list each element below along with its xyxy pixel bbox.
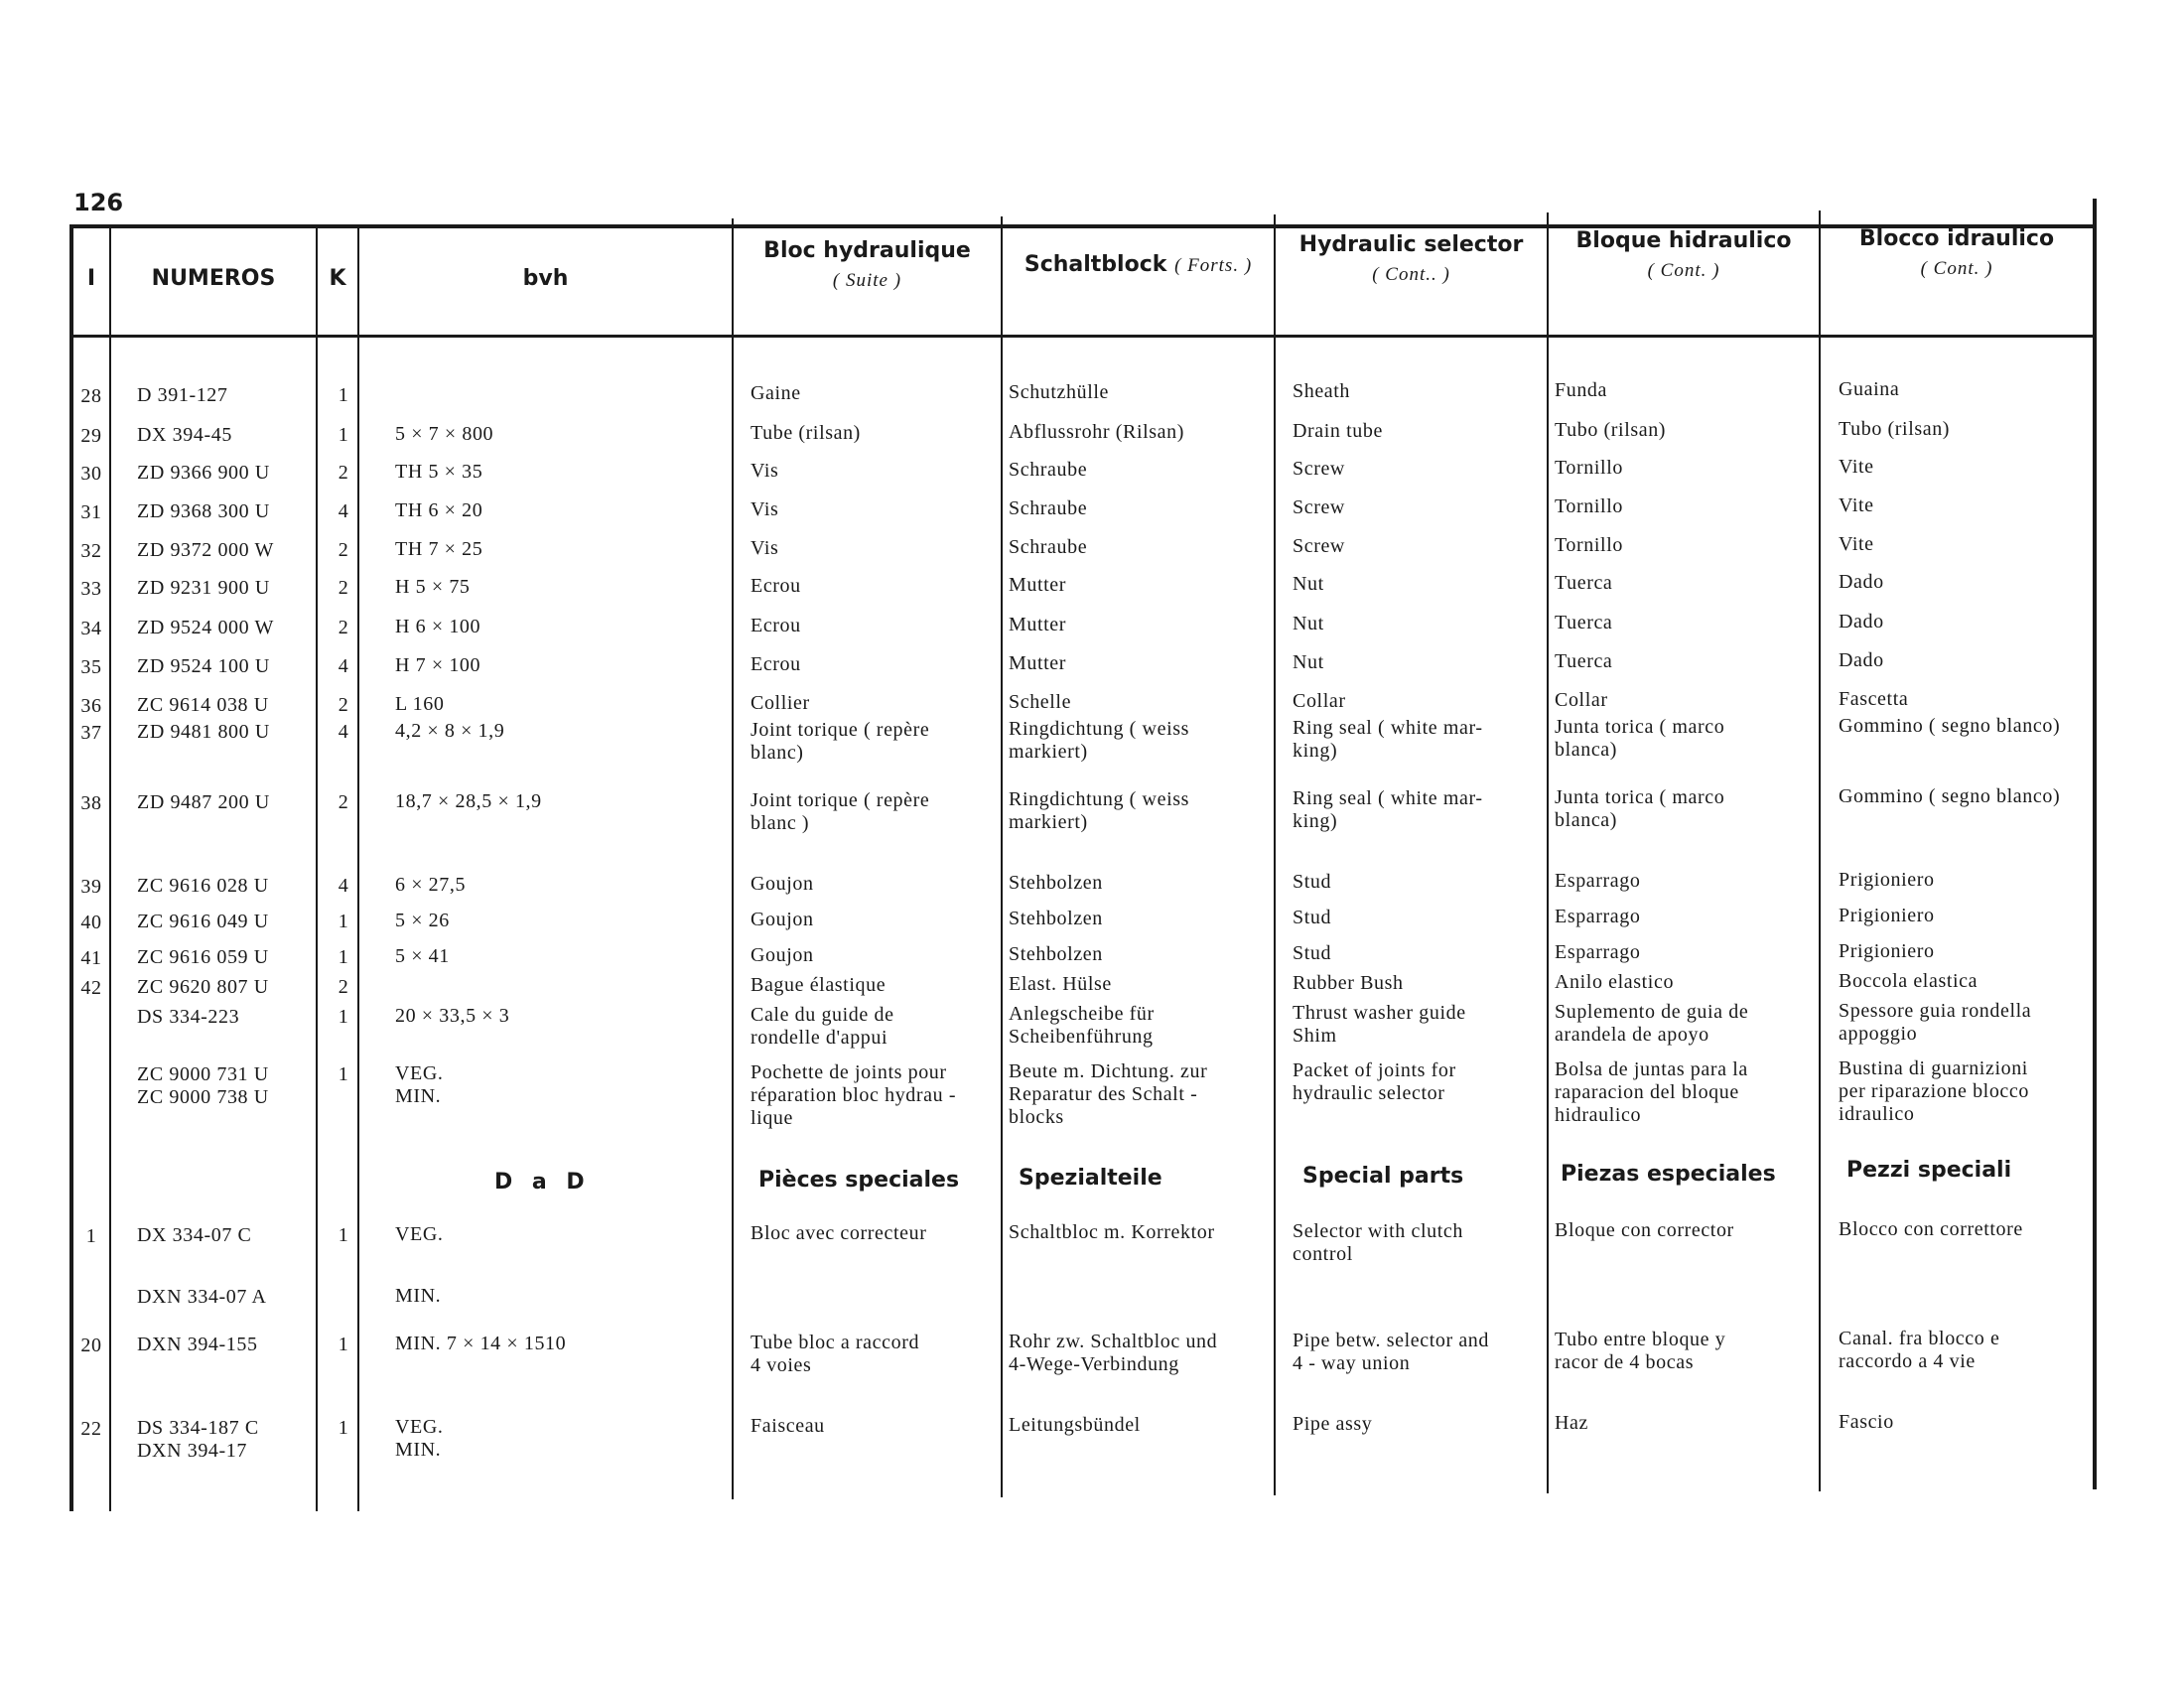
cell-es: Tuerca <box>1555 571 1613 594</box>
cell-i: 1 <box>85 1224 97 1247</box>
cell-i: 37 <box>80 721 102 744</box>
cell-de: Mutter <box>1009 651 1067 674</box>
cell-en: Stud <box>1293 870 1332 893</box>
header-spanish <box>1549 226 1819 286</box>
cell-fr: Pochette de joints pour réparation bloc hydrau - lique <box>751 1060 957 1129</box>
cell-bvh: MIN. 7 × 14 × 1510 <box>395 1333 567 1355</box>
col-divider <box>732 218 734 1499</box>
cell-fr: Goujon <box>751 872 814 895</box>
cell-i: 33 <box>80 577 102 600</box>
cell-fr: Bloc avec correcteur <box>751 1221 927 1244</box>
cell-k: 2 <box>338 538 349 561</box>
cell-en: Nut <box>1293 572 1324 595</box>
cell-de: Leitungsbündel <box>1009 1413 1141 1436</box>
cell-fr: Ecrou <box>751 614 801 636</box>
cell-it: Vite <box>1839 532 1874 555</box>
cell-num: ZD 9481 800 U <box>137 721 270 744</box>
cell-fr: Cale du guide de rondelle d'appui <box>751 1003 894 1049</box>
cell-bvh: 5 × 7 × 800 <box>395 423 494 446</box>
cell-i: 39 <box>80 875 102 898</box>
cell-num: DXN 334-07 A <box>137 1286 267 1309</box>
cell-num: ZC 9000 731 U ZC 9000 738 U <box>137 1063 269 1109</box>
section-german-label: Spezialteile <box>1019 1166 1162 1191</box>
cell-es: Collar <box>1555 688 1608 711</box>
cell-en: Pipe assy <box>1293 1412 1373 1435</box>
cell-num: ZC 9620 807 U <box>137 976 269 999</box>
cell-bvh: 5 × 41 <box>395 945 450 968</box>
cell-i: 40 <box>80 911 102 933</box>
cell-it: Gommino ( segno blanco) <box>1839 714 2061 737</box>
col-divider <box>109 228 111 1511</box>
cell-en: Screw <box>1293 495 1345 518</box>
cell-bvh: TH 6 × 20 <box>395 499 483 522</box>
cell-es: Tubo entre bloque y racor de 4 bocas <box>1555 1328 1726 1373</box>
cell-fr: Joint torique ( repère blanc ) <box>751 788 930 834</box>
cell-it: Fascetta <box>1839 687 1909 710</box>
cell-it: Prigioniero <box>1839 904 1935 926</box>
cell-i: 32 <box>80 539 102 562</box>
cell-bvh: 6 × 27,5 <box>395 874 467 897</box>
cell-k: 2 <box>338 616 349 638</box>
section-french-label: Pièces speciales <box>758 1168 960 1193</box>
cell-k: 2 <box>338 975 349 998</box>
cell-bvh: MIN. <box>395 1285 442 1308</box>
cell-en: Stud <box>1293 906 1332 928</box>
header-french-sub: ( Suite ) <box>832 270 902 291</box>
cell-fr: Gaine <box>751 381 801 404</box>
cell-k: 1 <box>338 1062 349 1085</box>
cell-i: 22 <box>80 1417 102 1440</box>
col-divider <box>357 228 359 1511</box>
header-italian-title: Blocco idraulico <box>1858 226 2055 251</box>
cell-k: 4 <box>338 499 349 522</box>
cell-num: DS 334-223 <box>137 1006 240 1029</box>
cell-es: Bolsa de juntas para la raparacion del bloque hidraulico <box>1555 1057 1748 1126</box>
cell-num: ZC 9614 038 U <box>137 694 269 717</box>
cell-es: Esparrago <box>1555 940 1641 963</box>
cell-it: Dado <box>1839 648 1884 671</box>
cell-i: 20 <box>80 1334 102 1356</box>
cell-de: Schelle <box>1009 690 1072 713</box>
cell-de: Mutter <box>1009 613 1067 635</box>
cell-es: Junta torica ( marco blanca) <box>1555 785 1725 831</box>
cell-fr: Tube (rilsan) <box>751 421 861 444</box>
cell-en: Selector with clutch control <box>1293 1219 1463 1265</box>
header-bottom-border <box>69 335 2095 338</box>
cell-es: Tornillo <box>1555 456 1623 479</box>
section-italian-label: Pezzi speciali <box>1846 1158 2012 1183</box>
cell-it: Bustina di guarnizioni per riparazione blocco idraulico <box>1839 1056 2029 1125</box>
cell-bvh: VEG. MIN. <box>395 1062 444 1108</box>
cell-bvh: 5 × 26 <box>395 910 450 932</box>
section-bvh-label: D a D <box>494 1170 591 1195</box>
cell-bvh: H 5 × 75 <box>395 576 471 599</box>
header-english <box>1276 230 1547 290</box>
cell-it: Boccola elastica <box>1839 969 1979 992</box>
cell-it: Guaina <box>1839 377 1900 400</box>
cell-it: Canal. fra blocco e raccordo a 4 vie <box>1839 1327 2000 1372</box>
cell-en: Screw <box>1293 534 1345 557</box>
header-german-sub: ( Forts. ) <box>1174 255 1253 276</box>
cell-i: 29 <box>80 424 102 447</box>
cell-de: Schraube <box>1009 535 1088 558</box>
header-english-title: Hydraulic selector <box>1298 232 1524 257</box>
table-right-border <box>2093 199 2097 1489</box>
cell-es: Esparrago <box>1555 905 1641 927</box>
cell-k: 1 <box>338 1223 349 1246</box>
cell-bvh: H 6 × 100 <box>395 616 481 638</box>
cell-num: ZD 9372 000 W <box>137 539 274 562</box>
cell-it: Vite <box>1839 455 1874 478</box>
cell-en: Nut <box>1293 612 1324 634</box>
cell-num: D 391-127 <box>137 384 228 407</box>
cell-de: Schraube <box>1009 458 1088 481</box>
header-spanish-title: Bloque hidraulico <box>1575 228 1792 253</box>
cell-fr: Joint torique ( repère blanc) <box>751 718 930 764</box>
cell-i: 34 <box>80 617 102 639</box>
cell-es: Tornillo <box>1555 494 1623 517</box>
cell-k: 2 <box>338 790 349 813</box>
header-french <box>734 236 1001 296</box>
cell-i: 41 <box>80 946 102 969</box>
cell-k: 1 <box>338 945 349 968</box>
cell-i: 36 <box>80 694 102 717</box>
cell-num: DS 334-187 C DXN 394-17 <box>137 1417 259 1463</box>
cell-k: 1 <box>338 1333 349 1355</box>
cell-it: Spessore guia rondella appoggio <box>1839 999 2032 1045</box>
cell-num: ZC 9616 049 U <box>137 911 269 933</box>
cell-fr: Tube bloc a raccord 4 voies <box>751 1331 920 1376</box>
cell-num: ZD 9524 000 W <box>137 617 274 639</box>
cell-de: Abflussrohr (Rilsan) <box>1009 420 1184 443</box>
cell-num: ZD 9487 200 U <box>137 791 270 814</box>
cell-fr: Ecrou <box>751 574 801 597</box>
cell-es: Junta torica ( marco blanca) <box>1555 715 1725 761</box>
cell-it: Blocco con correttore <box>1839 1217 2023 1240</box>
cell-k: 2 <box>338 576 349 599</box>
col-divider <box>69 224 73 1511</box>
cell-de: Ringdichtung ( weiss markiert) <box>1009 787 1189 833</box>
cell-num: DX 334-07 C <box>137 1224 252 1247</box>
cell-es: Funda <box>1555 378 1607 401</box>
cell-de: Schraube <box>1009 496 1088 519</box>
cell-it: Vite <box>1839 493 1874 516</box>
cell-i: 30 <box>80 462 102 485</box>
cell-en: Pipe betw. selector and 4 - way union <box>1293 1329 1489 1374</box>
cell-es: Bloque con corrector <box>1555 1218 1734 1241</box>
header-k: K <box>329 266 346 291</box>
cell-bvh: VEG. <box>395 1223 444 1246</box>
cell-es: Anilo elastico <box>1555 970 1675 993</box>
cell-de: Ringdichtung ( weiss markiert) <box>1009 717 1189 763</box>
cell-it: Fascio <box>1839 1410 1894 1433</box>
header-italian-sub: ( Cont. ) <box>1920 258 1993 279</box>
cell-de: Stehbolzen <box>1009 907 1103 929</box>
cell-en: Stud <box>1293 941 1332 964</box>
cell-i: 42 <box>80 976 102 999</box>
cell-num: DXN 394-155 <box>137 1334 258 1356</box>
cell-num: DX 394-45 <box>137 424 232 447</box>
cell-es: Esparrago <box>1555 869 1641 892</box>
cell-num: ZC 9616 059 U <box>137 946 269 969</box>
header-italian <box>1821 224 2093 284</box>
cell-bvh: 18,7 × 28,5 × 1,9 <box>395 790 542 813</box>
cell-num: ZD 9366 900 U <box>137 462 270 485</box>
header-french-title: Bloc hydraulique <box>763 238 971 263</box>
cell-en: Sheath <box>1293 379 1351 402</box>
cell-num: ZD 9524 100 U <box>137 655 270 678</box>
cell-en: Screw <box>1293 457 1345 480</box>
cell-bvh: TH 5 × 35 <box>395 461 483 484</box>
header-german-title: Schaltblock <box>1024 252 1167 277</box>
section-english-label: Special parts <box>1302 1164 1464 1189</box>
cell-es: Tuerca <box>1555 649 1613 672</box>
cell-en: Collar <box>1293 689 1346 712</box>
cell-k: 2 <box>338 693 349 716</box>
cell-de: Rohr zw. Schaltbloc und 4-Wege-Verbindung <box>1009 1330 1218 1375</box>
cell-fr: Faisceau <box>751 1414 825 1437</box>
cell-k: 4 <box>338 874 349 897</box>
cell-en: Ring seal ( white mar- king) <box>1293 716 1483 762</box>
cell-de: Anlegscheibe für Scheibenführung <box>1009 1002 1155 1048</box>
cell-es: Tuerca <box>1555 611 1613 633</box>
cell-en: Rubber Bush <box>1293 971 1404 994</box>
col-divider <box>316 228 318 1511</box>
page-number: 126 <box>73 189 124 216</box>
cell-num: ZD 9368 300 U <box>137 500 270 523</box>
cell-bvh: TH 7 × 25 <box>395 538 483 561</box>
cell-fr: Goujon <box>751 943 814 966</box>
cell-en: Ring seal ( white mar- king) <box>1293 786 1483 832</box>
header-index: I <box>86 266 96 291</box>
cell-en: Drain tube <box>1293 419 1383 442</box>
cell-it: Gommino ( segno blanco) <box>1839 784 2061 807</box>
cell-bvh: VEG. MIN. <box>395 1416 444 1462</box>
col-divider <box>1274 214 1276 1495</box>
cell-k: 1 <box>338 423 349 446</box>
cell-k: 1 <box>338 1005 349 1028</box>
cell-it: Prigioniero <box>1839 939 1935 962</box>
cell-bvh: 4,2 × 8 × 1,9 <box>395 720 505 743</box>
cell-fr: Bague élastique <box>751 973 887 996</box>
cell-es: Tubo (rilsan) <box>1555 418 1667 441</box>
cell-de: Schaltbloc m. Korrektor <box>1009 1220 1215 1243</box>
cell-fr: Vis <box>751 536 779 559</box>
cell-bvh: 20 × 33,5 × 3 <box>395 1005 510 1028</box>
header-spanish-sub: ( Cont. ) <box>1647 260 1720 281</box>
cell-en: Packet of joints for hydraulic selector <box>1293 1058 1456 1104</box>
header-numeros: NUMEROS <box>151 266 276 291</box>
cell-bvh: L 160 <box>395 693 445 716</box>
cell-es: Suplemento de guia de arandela de apoyo <box>1555 1000 1749 1046</box>
cell-i: 31 <box>80 500 102 523</box>
cell-i: 38 <box>80 791 102 814</box>
cell-en: Thrust washer guide Shim <box>1293 1001 1466 1047</box>
cell-bvh: H 7 × 100 <box>395 654 481 677</box>
col-divider <box>1819 211 1821 1491</box>
header-german <box>1003 250 1274 281</box>
cell-fr: Collier <box>751 691 810 714</box>
header-english-sub: ( Cont.. ) <box>1372 264 1450 285</box>
cell-de: Beute m. Dichtung. zur Reparatur des Schalt - blocks <box>1009 1059 1208 1128</box>
cell-k: 1 <box>338 910 349 932</box>
cell-k: 2 <box>338 461 349 484</box>
cell-it: Tubo (rilsan) <box>1839 417 1951 440</box>
cell-k: 1 <box>338 1416 349 1439</box>
header-bvh: bvh <box>522 266 569 291</box>
cell-fr: Goujon <box>751 908 814 930</box>
cell-it: Dado <box>1839 570 1884 593</box>
cell-k: 4 <box>338 720 349 743</box>
cell-es: Tornillo <box>1555 533 1623 556</box>
cell-i: 28 <box>80 384 102 407</box>
cell-it: Dado <box>1839 610 1884 633</box>
cell-de: Schutzhülle <box>1009 380 1110 403</box>
col-divider <box>1001 216 1003 1497</box>
cell-num: ZC 9616 028 U <box>137 875 269 898</box>
cell-i: 35 <box>80 655 102 678</box>
cell-fr: Vis <box>751 459 779 482</box>
cell-fr: Ecrou <box>751 652 801 675</box>
cell-num: ZD 9231 900 U <box>137 577 270 600</box>
cell-de: Elast. Hülse <box>1009 972 1112 995</box>
cell-k: 4 <box>338 654 349 677</box>
cell-de: Stehbolzen <box>1009 942 1103 965</box>
cell-en: Nut <box>1293 650 1324 673</box>
cell-k: 1 <box>338 383 349 406</box>
cell-fr: Vis <box>751 497 779 520</box>
cell-de: Mutter <box>1009 573 1067 596</box>
cell-es: Haz <box>1555 1411 1588 1434</box>
section-spanish-label: Piezas especiales <box>1561 1162 1776 1187</box>
cell-de: Stehbolzen <box>1009 871 1103 894</box>
cell-it: Prigioniero <box>1839 868 1935 891</box>
col-divider <box>1547 212 1549 1493</box>
